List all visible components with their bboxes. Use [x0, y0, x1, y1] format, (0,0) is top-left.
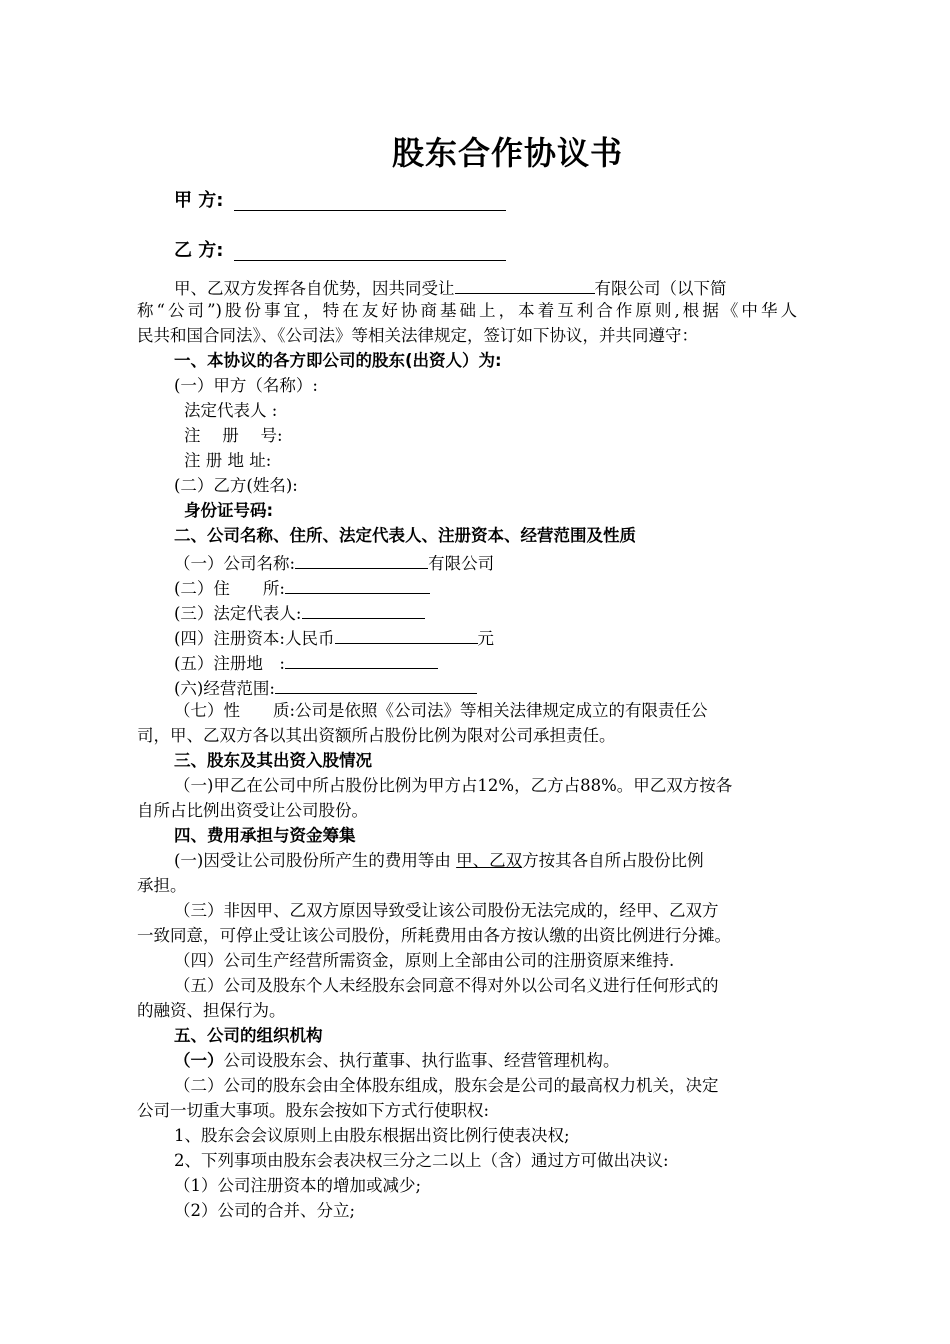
- reg-capital-item: (四）注册资本:人民币 元: [174, 624, 494, 648]
- section-1-heading: 一、本协议的各方即公司的股东(出资人）为:: [174, 351, 502, 370]
- voting-rule-2: 2、下列事项由股东会表决权三分之二以上（含）通过方可做出决议:: [174, 1151, 669, 1170]
- company-name-input-blank: [295, 549, 428, 569]
- section-4-heading: 四、费用承担与资金筹集: [174, 826, 356, 845]
- section-2-heading: 二、公司名称、住所、法定代表人、注册资本、经营范围及性质: [174, 526, 636, 545]
- cost-3-line-1: （三）非因甲、乙双方原因导致受让该公司股份无法完成的，经甲、乙双方: [174, 901, 719, 920]
- legal-rep-blank: [302, 599, 425, 619]
- cost-line-1: (一)因受让公司股份所产生的费用等由 甲、乙双方按其各自所占股份比例: [174, 851, 704, 870]
- intro-line-1: 甲、乙双方发挥各自优势，因共同受让 有限公司（以下简: [174, 274, 727, 298]
- share-ratio-line-2: 自所占比例出资受让公司股份。: [137, 801, 368, 820]
- parties-underlined: 甲、乙双: [456, 851, 523, 870]
- domicile-item: (二）住 所:: [174, 574, 430, 598]
- legal-rep-item: (三）法定代表人:: [174, 599, 425, 623]
- party-a-name-label: (一）甲方（名称）:: [174, 376, 318, 395]
- voting-rule-1: 1、股东会会议原则上由股东根据出资比例行使表决权;: [174, 1126, 570, 1145]
- org-1-line: （一）公司设股东会、执行董事、执行监事、经营管理机构。: [174, 1051, 620, 1070]
- document-title: 股东合作协议书: [391, 134, 623, 172]
- section-3-heading: 三、股东及其出资入股情况: [174, 751, 372, 770]
- org-2-line-1: （二）公司的股东会由全体股东组成，股东会是公司的最高权力机关，决定: [174, 1076, 719, 1095]
- cost-line-2: 承担。: [137, 876, 187, 895]
- party-b-blank: [234, 260, 506, 261]
- intro-line-2: 称“公司”)股份事宜，特在友好协商基础上，本着互利合作原则,根据《中华人: [137, 301, 797, 320]
- intro-line-3: 民共和国合同法》、《公司法》等相关法律规定，签订如下协议，并共同遵守：: [137, 326, 698, 345]
- share-ratio-line-1: （一)甲乙在公司中所占股份比例为甲方占12%，乙方占88%。甲乙双方按各: [174, 776, 733, 795]
- domicile-blank: [285, 574, 430, 594]
- cost-5-line-1: （五）公司及股东个人未经股东会同意不得对外以公司名义进行任何形式的: [174, 976, 719, 995]
- reg-place-item: (五）注册地 :: [174, 649, 438, 673]
- reg-no-label: 注 册 号:: [184, 426, 283, 445]
- party-a-label: 甲 方:: [174, 190, 224, 211]
- party-a-field: [174, 188, 223, 214]
- cost-3-line-2: 一致同意，可停止受让该公司股份，所耗费用由各方按认缴的出资比例进行分摊。: [137, 926, 731, 945]
- reg-addr-label: 注 册 地 址:: [184, 451, 272, 470]
- nature-line-2: 司，甲、乙双方各以其出资额所占股份比例为限对公司承担责任。: [137, 726, 616, 745]
- company-name-blank: [455, 274, 595, 294]
- voting-rule-2-2: （2）公司的合并、分立;: [174, 1201, 356, 1220]
- nature-line-1: （七）性 质:公司是依照《公司法》等相关法律规定成立的有限责任公: [174, 701, 708, 720]
- id-no-label: 身份证号码:: [184, 501, 274, 520]
- business-scope-item: (六)经营范围:: [174, 674, 477, 698]
- cost-4-line: （四）公司生产经营所需资金，原则上全部由公司的注册资原来维持.: [174, 951, 675, 970]
- business-scope-blank: [275, 674, 477, 694]
- reg-capital-blank: [335, 624, 478, 644]
- party-b-field: [174, 238, 223, 264]
- legal-rep-label: 法定代表人 :: [184, 401, 278, 420]
- org-2-line-2: 公司一切重大事项。股东会按如下方式行使职权:: [137, 1101, 490, 1120]
- party-a-blank: [234, 210, 506, 211]
- section-5-heading: 五、公司的组织机构: [174, 1026, 323, 1045]
- reg-place-blank: [285, 649, 438, 669]
- party-b-name-label: (二）乙方(姓名):: [174, 476, 298, 495]
- voting-rule-2-1: （1）公司注册资本的增加或减少;: [174, 1176, 422, 1195]
- company-name-item: （一）公司名称: 有限公司: [174, 549, 494, 573]
- cost-5-line-2: 的融资、担保行为。: [137, 1001, 286, 1020]
- party-b-label: 乙 方:: [174, 240, 224, 261]
